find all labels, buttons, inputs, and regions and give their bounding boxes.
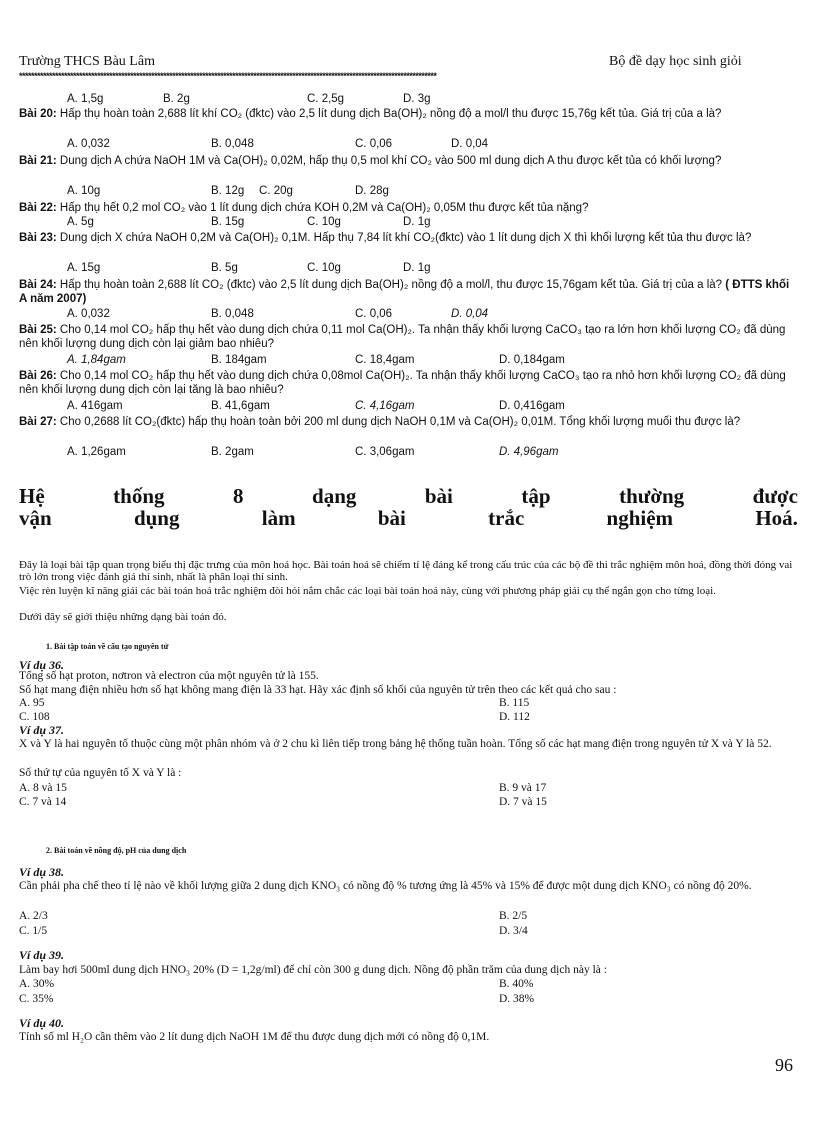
question-24: [19, 278, 799, 306]
question-26: [19, 369, 799, 397]
option-a: A. 2/3: [19, 910, 48, 922]
option-c: C. 10g: [307, 262, 341, 274]
main-heading-line-2: [19, 506, 798, 531]
option-c: C. 0,06: [355, 138, 393, 150]
question-label: Bài 22:: [19, 202, 57, 214]
example-38-label: Ví dụ 38.: [19, 865, 65, 879]
question-label: Bài 27:: [19, 416, 57, 428]
option-d: D. 1g: [403, 262, 431, 274]
question-text: Cho 0,2688 lít CO₂(đktc) hấp thụ hoàn toàn bởi 200 ml dung dịch NaOH 0,1M và Ca(OH)₂ 0,01M. Tổng khối lượng muối thu được là?: [59, 416, 741, 428]
option-d: D. 28g: [355, 185, 389, 197]
option-b: B. 0,048: [211, 308, 254, 320]
option-a: A. 1,5g: [67, 93, 104, 105]
option-b: B. 40%: [499, 978, 534, 990]
example-38-line-1: Cần phải pha chế theo tỉ lệ nào về khối lượng giữa 2 dung dịch KNO₃ có nồng độ % tương ứng là 45% và 15% để được một dung dịch KNO₃ có nồng độ 20%.: [19, 880, 752, 892]
option-c: C. 35%: [19, 993, 54, 1005]
option-c: C. 0,06: [355, 308, 393, 320]
option-d: D. 0,04: [451, 138, 489, 150]
option-a: A. 30%: [19, 978, 55, 990]
question-text: Cho 0,14 mol CO₂ hấp thụ hết vào dung dịch chứa 0,11 mol Ca(OH)₂. Ta nhận thấy khối lượng CaCO₃ tạo ra lớn hơn khối lượng CO₂ đã dùng nên khối lượng dung dịch còn lại giảm bao nhiêu?: [19, 324, 786, 350]
intro-paragraph-1: Đây là loại bài tập quan trọng biểu thị đặc trưng của môn hoá học. Bài toán hoá sẽ chiếm tỉ lệ đáng kể trong cấu trúc của các bộ đề thi trắc nghiệm môn hoá, đồng thời đóng vai trò lớn trong việc đánh giá thí sinh, nhất là phân loại thí sinh.: [19, 559, 793, 583]
question-text: Cho 0,14 mol CO₂ hấp thụ hết vào dung dịch chứa 0,08mol Ca(OH)₂. Ta nhận thấy khối lượng CaCO₃ tạo ra nhỏ hơn khối lượng CO₂ đã dùng nên khối lượng dung dịch còn lại tăng là bao nhiêu?: [19, 370, 786, 396]
example-37-label: Ví dụ 37.: [19, 723, 65, 737]
question-text: Hấp thụ hết 0,2 mol CO₂ vào 1 lít dung dịch chứa KOH 0,2M và Ca(OH)₂ 0,05M thu được kết tủa nặng?: [59, 202, 589, 214]
example-36-line-2: Số hạt mang điện nhiều hơn số hạt không mang điện là 33 hạt. Hãy xác định số khối của nguyên tử trên theo các kết quả cho sau :: [19, 684, 617, 696]
option-d: D. 0,416gam: [499, 400, 565, 412]
question-text: Dung dịch A chứa NaOH 1M và Ca(OH)₂ 0,02M, hấp thụ 0,5 mol khí CO₂ vào 500 ml dung dịch A thu được kết tủa có khối lượng?: [59, 155, 722, 167]
heading-word: bài: [424, 484, 453, 508]
question-20: [19, 107, 799, 121]
question-25: [19, 323, 799, 351]
heading-word: thống: [113, 484, 165, 508]
question-label: Bài 24:: [19, 279, 57, 291]
option-b: B. 15g: [211, 216, 245, 228]
section-heading-1: 1. Bài tập toán về cấu tạo nguyên tử: [46, 642, 169, 651]
heading-word: tập: [521, 484, 551, 508]
question-text: Hấp thụ hoàn toàn 2,688 lít CO₂ (đktc) vào 2,5 lít dung dịch Ba(OH)₂ nồng độ a mol/l, thu được 15,76gam kết tủa. Giá trị của a là?: [59, 279, 723, 291]
heading-word: nghiệm: [606, 506, 674, 530]
heading-word: 8: [233, 484, 244, 508]
example-37-line-1: X và Y là hai nguyên tố thuộc cùng một phân nhóm và ở 2 chu kì liên tiếp trong bảng hệ thống tuần hoàn. Tổng số các hạt mang điện trong nguyên tử X và Y là 52.: [19, 738, 772, 750]
option-d: D. 3g: [403, 93, 431, 105]
heading-word: trắc: [488, 506, 525, 530]
question-label: Bài 26:: [19, 370, 57, 382]
heading-word: bài: [377, 506, 406, 530]
heading-word: vận: [19, 506, 52, 530]
section-heading-2: 2. Bài toán về nồng độ, pH của dung dịch: [46, 846, 187, 855]
question-27: [19, 415, 799, 429]
option-c: C. 10g: [307, 216, 341, 228]
question-22: [19, 201, 799, 215]
option-c: C. 2,5g: [307, 93, 345, 105]
heading-word: được: [752, 484, 798, 508]
example-40-line-1: Tính số ml H₂O cần thêm vào 2 lít dung dịch NaOH 1M để thu được dung dịch mới có nồng độ 0,1M.: [19, 1031, 490, 1043]
question-label: Bài 23:: [19, 232, 57, 244]
option-b: B. 5g: [211, 262, 238, 274]
heading-word: thường: [619, 484, 685, 508]
option-b: B. 0,048: [211, 138, 254, 150]
option-a: A. 1,84gam: [67, 354, 126, 366]
option-c: C. 18,4gam: [355, 354, 415, 366]
option-c: C. 3,06gam: [355, 446, 415, 458]
page-number: 96: [775, 1055, 793, 1075]
question-23: [19, 231, 799, 245]
option-b: B. 2/5: [499, 910, 528, 922]
option-d: D. 3/4: [499, 925, 528, 937]
question-21: [19, 154, 799, 168]
option-a: A. 1,26gam: [67, 446, 126, 458]
intro-paragraph-2: Việc rèn luyện kĩ năng giải các bài toán hoá trắc nghiệm đòi hỏi nắm chắc các loại bài toán hoá này, cùng với phương pháp giải cụ thể ngắn gọn cho từng loại.: [19, 585, 716, 597]
heading-word: dạng: [312, 484, 357, 508]
option-c: C. 1/5: [19, 925, 48, 937]
question-label: Bài 20:: [19, 108, 57, 120]
exam-source-tag: ( ĐTTS khối A năm 2007): [19, 279, 790, 305]
example-39-line-1: Làm bay hơi 500ml dung dịch HNO₃ 20% (D = 1,2g/ml) để chỉ còn 300 g dung dịch. Nồng độ phần trăm của dung dịch này là :: [19, 964, 607, 976]
question-text: Hấp thụ hoàn toàn 2,688 lít khí CO₂ (đktc) vào 2,5 lít dung dịch Ba(OH)₂ nồng độ a mol/l thu được 15,76g kết tủa. Giá trị của a là?: [59, 108, 722, 120]
option-c: C. 7 và 14: [19, 796, 67, 808]
document-title: Bộ đề dạy học sinh giỏi: [609, 54, 742, 69]
option-b: B. 12g: [211, 185, 245, 197]
question-label: Bài 25:: [19, 324, 57, 336]
school-name: Trường THCS Bàu Lâm: [19, 54, 155, 69]
intro-paragraph-3: Dưới đây sẽ giới thiệu những dạng bài toán đó.: [19, 611, 227, 623]
option-c: C. 20g: [259, 185, 293, 197]
option-b: B. 184gam: [211, 354, 267, 366]
heading-word: Hoá.: [755, 506, 798, 530]
example-36-label: Ví dụ 36.: [19, 658, 65, 672]
option-c: C. 4,16gam: [355, 400, 415, 412]
question-label: Bài 21:: [19, 155, 57, 167]
option-c: C. 108: [19, 711, 50, 723]
example-39-label: Ví dụ 39.: [19, 948, 65, 962]
option-b: B. 2gam: [211, 446, 254, 458]
example-37-line-2: Số thứ tự của nguyên tố X và Y là :: [19, 767, 182, 779]
option-a: A. 5g: [67, 216, 94, 228]
option-a: A. 8 và 15: [19, 782, 67, 794]
option-a: A. 10g: [67, 185, 101, 197]
option-d: D. 0,184gam: [499, 354, 565, 366]
example-40-label: Ví dụ 40.: [19, 1016, 65, 1030]
option-a: A. 416gam: [67, 400, 123, 412]
heading-word: làm: [261, 506, 296, 530]
option-a: A. 0,032: [67, 308, 110, 320]
option-d: D. 38%: [499, 993, 535, 1005]
option-d: D. 0,04: [451, 308, 489, 320]
option-a: A. 15g: [67, 262, 101, 274]
heading-word: Hệ: [19, 484, 45, 508]
option-b: B. 41,6gam: [211, 400, 270, 412]
option-d: D. 7 và 15: [499, 796, 547, 808]
option-d: D. 1g: [403, 216, 431, 228]
option-d: D. 112: [499, 711, 530, 723]
option-a: A. 95: [19, 697, 45, 709]
option-b: B. 9 và 17: [499, 782, 547, 794]
header-separator: *******************************************************************************************************************************************: [19, 71, 437, 81]
example-36-line-1: Tổng số hạt proton, nơtron và electron của một nguyên tử là 155.: [19, 670, 319, 682]
option-b: B. 115: [499, 697, 530, 709]
option-b: B. 2g: [163, 93, 190, 105]
question-text: Dung dịch X chứa NaOH 0,2M và Ca(OH)₂ 0,1M. Hấp thụ 7,84 lít khí CO₂(đktc) vào 1 lít dung dịch X thì khối lượng kết tủa thu được là?: [59, 232, 752, 244]
option-a: A. 0,032: [67, 138, 110, 150]
heading-word: dụng: [133, 506, 180, 530]
option-d: D. 4,96gam: [499, 446, 559, 458]
